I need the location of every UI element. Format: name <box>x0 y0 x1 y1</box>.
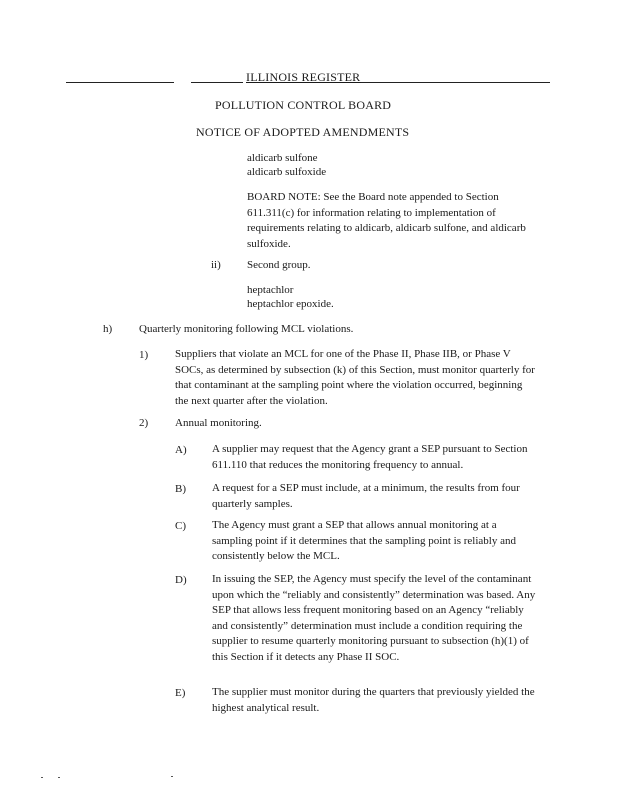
second-group-title: Second group. <box>247 259 311 271</box>
board-note: BOARD NOTE: See the Board note appended to Section 611.311(c) for information relating to implementation of requirements relating to aldicarb, aldicarb sulfone, and aldicarb sulfoxide. <box>247 191 526 250</box>
subitem-a-text: A supplier may request that the Agency grant a SEP pursuant to Section 611.110 that reduces the monitoring frequency to annual. <box>212 443 528 471</box>
chemical-item: aldicarb sulfoxide <box>247 166 327 178</box>
subitem-marker-b: B) <box>175 483 186 495</box>
chemical-item: aldicarb sulfone <box>247 152 318 164</box>
subitem-marker-d: D) <box>175 574 187 586</box>
header-rule-right <box>340 82 550 83</box>
register-title: ILLINOIS REGISTER <box>246 70 361 84</box>
board-title: POLLUTION CONTROL BOARD <box>215 98 392 112</box>
subitem-d-text: In issuing the SEP, the Agency must specify the level of the contaminant upon which the “reliably and consistently” determination was based. Any SEP that allows less frequent monitoring based on an Agency “reliably and consistently” determination must include a condition requiring the supplier to resume quarterly monitoring pursuant to subsection (h)(1) of this Section if it detects any Phase II SOC. <box>212 573 536 663</box>
section-marker-h: h) <box>103 323 113 335</box>
chemical-item: heptachlor epoxide. <box>247 298 334 310</box>
item-2-title: Annual monitoring. <box>175 417 262 429</box>
subitem-marker-c: C) <box>175 520 186 532</box>
header-rule-left <box>66 82 174 83</box>
subitem-marker-a: A) <box>175 444 187 456</box>
item-marker-2: 2) <box>139 417 149 429</box>
subitem-marker-e: E) <box>175 687 186 699</box>
section-h-title: Quarterly monitoring following MCL violations. <box>139 323 354 335</box>
subitem-e-text: The supplier must monitor during the quarters that previously yielded the highest analytical result. <box>212 686 535 714</box>
header-rule-mid <box>191 82 243 83</box>
item-1-text: Suppliers that violate an MCL for one of the Phase II, Phase IIB, or Phase V SOCs, as determined by subsection (k) of this Section, must monitor quarterly for that contaminant at the sampling point where the violation occurred, beginning the next quarter after the violation. <box>175 348 535 407</box>
scan-speck <box>171 776 173 777</box>
scan-speck <box>58 777 60 778</box>
item-marker-ii: ii) <box>211 259 221 271</box>
chemical-item: heptachlor <box>247 284 294 296</box>
item-marker-1: 1) <box>139 349 149 361</box>
subitem-b-text: A request for a SEP must include, at a minimum, the results from four quarterly samples. <box>212 482 520 510</box>
notice-title: NOTICE OF ADOPTED AMENDMENTS <box>196 125 410 139</box>
subitem-c-text: The Agency must grant a SEP that allows annual monitoring at a sampling point if it determines that the sampling point is reliably and consistently below the MCL. <box>212 519 516 562</box>
scan-speck <box>41 777 43 778</box>
